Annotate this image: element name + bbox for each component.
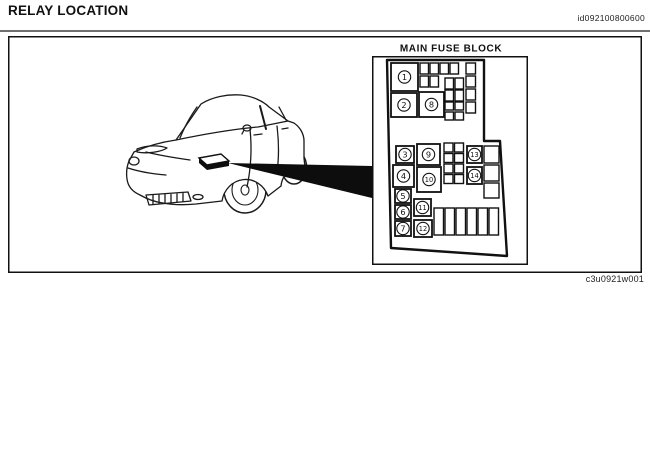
fuse-number-3: 3 [402,149,408,160]
fuse-block-detail [373,44,528,265]
fuse-number-9: 9 [425,149,432,160]
figure-border [9,37,642,273]
fuse-number-6: 6 [400,206,406,217]
fuse-number-11: 11 [418,203,427,212]
header-rule [0,30,650,32]
fuse-number-8: 8 [428,99,435,110]
fuse-number-7: 7 [400,223,406,234]
fuse-number-14: 14 [470,171,479,180]
fuse-number-13: 13 [470,150,479,159]
fuse-number-4: 4 [400,170,407,181]
figure-caption: MAIN FUSE BLOCK [399,43,503,55]
fuse-number-1: 1 [401,71,408,82]
page-title: RELAY LOCATION [8,3,129,18]
figure-id: c3u0921w001 [585,274,644,284]
fuse-number-2: 2 [401,99,407,110]
relay-location-figure [8,36,642,273]
doc-id: id092100800600 [577,13,645,23]
fuse-number-12: 12 [418,224,428,233]
fuse-number-5: 5 [400,190,406,201]
fuse-number-10: 10 [424,175,434,184]
